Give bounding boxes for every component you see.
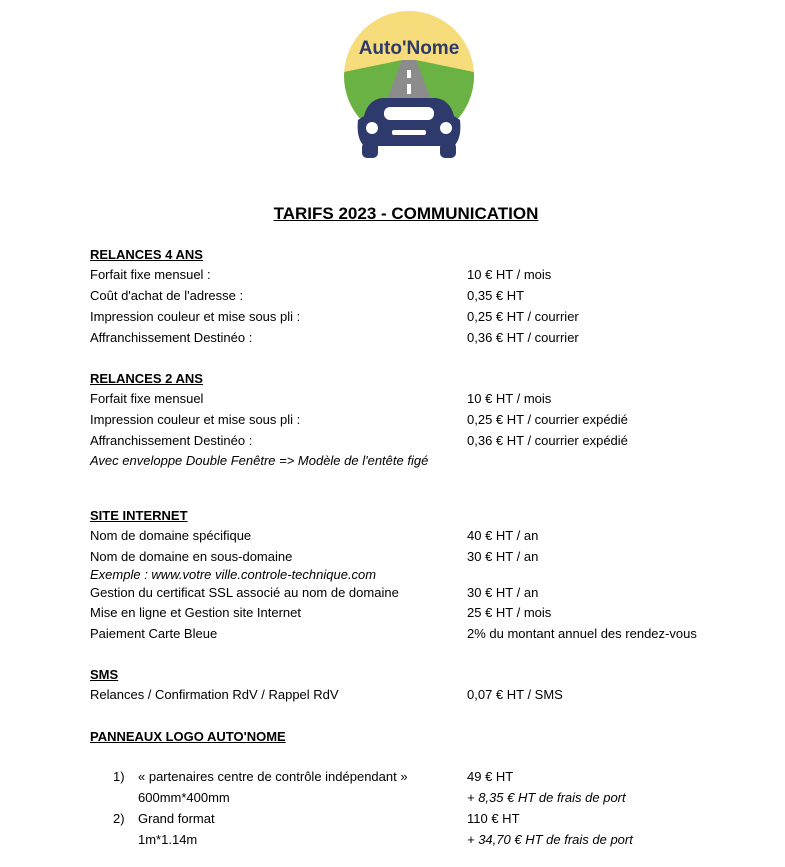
list-item [90, 624, 785, 643]
section-heading-sms: SMS [90, 667, 119, 682]
row-value: 30 € HT / an [467, 585, 539, 600]
section-heading-relances-2: RELANCES 2 ANS [90, 371, 203, 386]
row-label: Impression couleur et mise sous pli : [90, 309, 301, 324]
item-price: 49 € HT [467, 769, 514, 784]
list-item [90, 265, 785, 284]
item-size: 1m*1.14m [138, 832, 198, 847]
row-label: Coût d'achat de l'adresse : [90, 288, 244, 303]
row-value: 0,35 € HT [467, 288, 525, 303]
row-value: 30 € HT / an [467, 549, 539, 564]
row-value: 10 € HT / mois [467, 391, 552, 406]
list-item [90, 431, 785, 450]
row-label: Gestion du certificat SSL associé au nom de domaine [90, 585, 399, 600]
row-label: Affranchissement Destinéo : [90, 330, 253, 345]
row-value: 0,25 € HT / courrier [467, 309, 579, 324]
row-label: Paiement Carte Bleue [90, 626, 218, 641]
row-value: 2% du montant annuel des rendez-vous [467, 626, 697, 641]
list-item [90, 307, 785, 326]
row-label: Mise en ligne et Gestion site Internet [90, 605, 302, 620]
row-value: 25 € HT / mois [467, 605, 552, 620]
note-text: Avec enveloppe Double Fenêtre => Modèle de l'entête figé [90, 453, 429, 468]
row-label: Nom de domaine en sous-domaine [90, 549, 293, 564]
item-price: 110 € HT [467, 811, 520, 826]
logo-text: Auto'Nome [358, 38, 460, 59]
list-item [90, 685, 785, 704]
item-number: 1) [113, 769, 125, 784]
site-example [90, 565, 785, 584]
item-label: « partenaires centre de contrôle indépendant » [138, 769, 408, 784]
example-text: Exemple : www.votre ville.controle-technique.com [90, 567, 377, 582]
row-label: Impression couleur et mise sous pli : [90, 412, 301, 427]
row-value: 10 € HT / mois [467, 267, 552, 282]
row-value: 0,25 € HT / courrier expédié [467, 412, 628, 427]
section-heading-panneaux: PANNEAUX LOGO AUTO'NOME [90, 729, 286, 744]
row-value: 0,07 € HT / SMS [467, 687, 563, 702]
row-label: Relances / Confirmation RdV / Rappel RdV [90, 687, 339, 702]
row-label: Forfait fixe mensuel [90, 391, 204, 406]
row-value: 0,36 € HT / courrier expédié [467, 433, 628, 448]
row-label: Nom de domaine spécifique [90, 528, 252, 543]
item-label: Grand format [138, 811, 215, 826]
row-label: Affranchissement Destinéo : [90, 433, 253, 448]
autonome-logo [334, 8, 484, 163]
relances-2-note [90, 451, 785, 470]
list-item [90, 583, 785, 602]
item-size: 600mm*400mm [138, 790, 230, 805]
list-item [90, 286, 785, 305]
row-label: Forfait fixe mensuel : [90, 267, 211, 282]
list-item [90, 526, 785, 545]
section-heading-site-internet: SITE INTERNET [90, 508, 188, 523]
row-value: 40 € HT / an [467, 528, 539, 543]
page-title: TARIFS 2023 - COMMUNICATION [273, 204, 539, 223]
item-number: 2) [113, 811, 125, 826]
item-shipping: + 8,35 € HT de frais de port [467, 790, 626, 805]
list-item [90, 410, 785, 429]
list-item [90, 547, 785, 566]
section-heading-relances-4: RELANCES 4 ANS [90, 247, 203, 262]
item-shipping: + 34,70 € HT de frais de port [467, 832, 633, 847]
row-value: 0,36 € HT / courrier [467, 330, 579, 345]
list-item [90, 389, 785, 408]
list-item [90, 328, 785, 347]
list-item [90, 603, 785, 622]
